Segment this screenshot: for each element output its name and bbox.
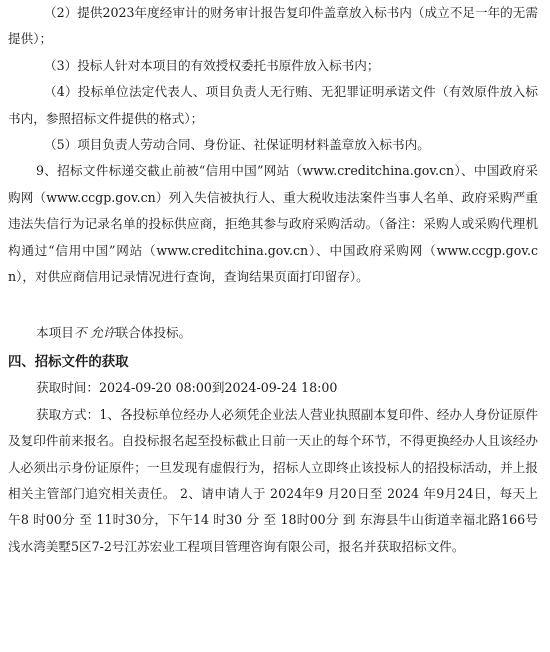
acquisition-method: 获取方式：1、各投标单位经办人必须凭企业法人营业执照副本复印件、经办人身份证原件及复印件前来报名。自投标报名起至投标截止日前一天止的每个环节，不得更换经办人且该经办人必须出示身份证原件；一旦发现有虚假行为，招标人立即终止该投标人的招投标活动，并上报相关主管部门追究相关责任。 2、请申请人于 2024年9 月20日至 2024 年9月24日，每天上午8 时00分 至 11时30分，下午14 时30 分 至 18时00分 到 东海县牛山街道幸福北路166号浅水湾美墅5区7-2号江苏宏业工程项目管理咨询有限公司，报名并获取招标文件。 (8, 406, 538, 554)
consortium-suffix: 联合体投标。 (115, 325, 192, 341)
requirement-item-4: （4）投标单位法定代表人、项目负责人无行贿、无犯罪证明承诺文件（有效原件放入标书内，参照招标文件提供的格式）； (8, 84, 538, 126)
requirement-item-2: （2）提供2023年度经审计的财务审计报告复印件盖章放入标书内（成立不足一年的无需提供）； (8, 5, 538, 47)
section-4-heading: 四、招标文件的获取 (8, 353, 129, 370)
clause-9-credit-check: 9、招标文件标递交截止前被“信用中国”网站（www.creditchina.gov.cn）、中国政府采购网（www.ccgp.gov.cn）列入失信被执行人、重大税收违法案件当事人名单、政府采购严重违法失信行为记录名单的投标供应商，拒绝其参与政府采购活动。（备注：采购人或采购代理机构通过“信用中国”网站（www.creditchina.gov.cn）、中国政府采购网（www.ccgp.gov.cn），对供应商信用记录情况进行查询，查询结果页面打印留存）。 (8, 163, 538, 285)
consortium-not-allowed: 不 允许 (73, 325, 116, 341)
requirement-item-3: （3）投标人针对本项目的有效授权委托书原件放入标书内； (44, 57, 380, 73)
consortium-prefix: 本项目 (36, 325, 74, 341)
acquisition-time: 获取时间：2024-09-20 08:00到2024-09-24 18:00 (36, 380, 338, 396)
consortium-statement (8, 320, 538, 346)
paragraph-gap (8, 290, 538, 320)
requirement-item-5: （5）项目负责人劳动合同、身份证、社保证明材料盖章放入标书内。 (44, 137, 430, 153)
